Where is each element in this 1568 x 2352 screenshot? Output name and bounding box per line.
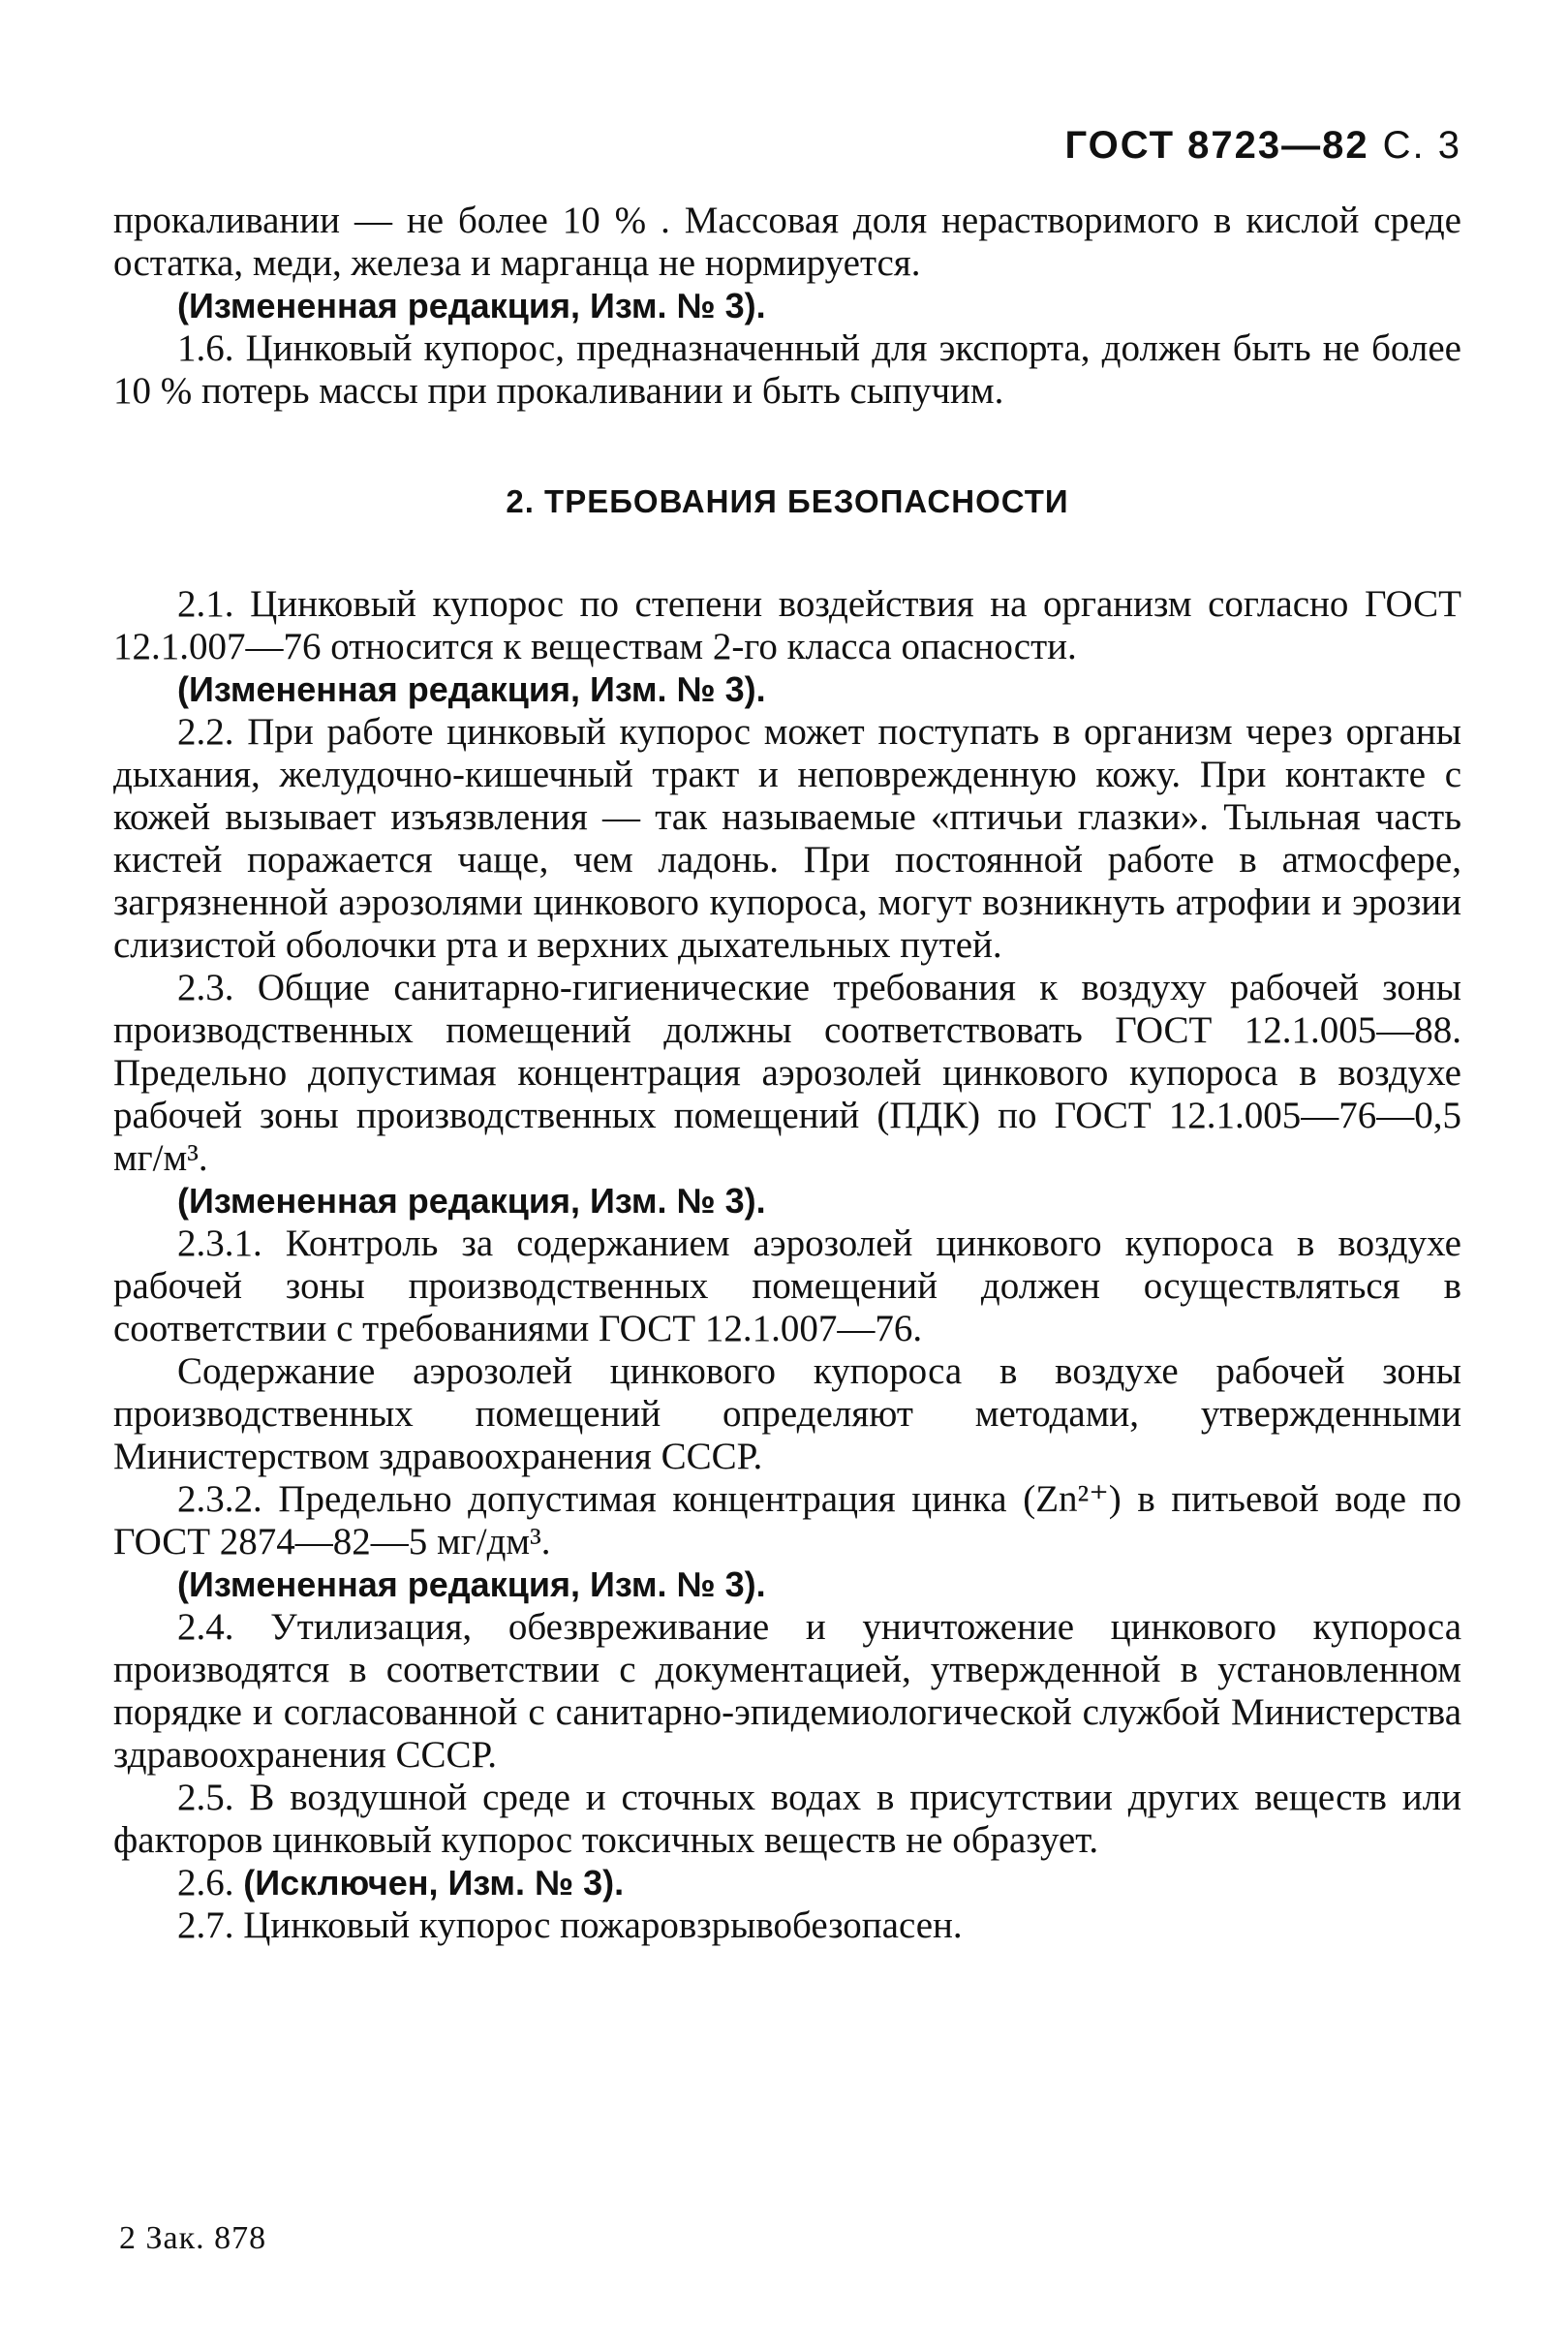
paragraph-number: 2.6.: [177, 1862, 234, 1903]
amendment-note: (Измененная редакция, Изм. № 3).: [177, 1181, 766, 1221]
paragraph-2-3: 2.3. Общие санитарно-гигиенические требования к воздуху рабочей зоны производственных помещений должны соответствовать ГОСТ 12.1.005—88. Предельно допустимая концентрация аэрозолей цинкового купороса в воздухе рабочей зоны производственных помещений (ПДК) по ГОСТ 12.1.005—76—0,5 мг/м³.: [113, 967, 1461, 1179]
paragraph-2-7: 2.7. Цинковый купорос пожаровзрывобезопасен.: [177, 1904, 963, 1946]
paragraph-1-6: 1.6. Цинковый купорос, предназначенный для экспорта, должен быть не более 10 % потерь массы при прокаливании и быть сыпучим.: [113, 327, 1461, 412]
excluded-note: (Исключен, Изм. № 3).: [243, 1863, 625, 1903]
amendment-note: (Измененная редакция, Изм. № 3).: [177, 669, 766, 709]
amendment-note: (Измененная редакция, Изм. № 3).: [177, 286, 766, 325]
paragraph-2-3-2: 2.3.2. Предельно допустимая концентрация цинка (Zn²⁺) в питьевой воде по ГОСТ 2874—82—5 мг/дм³.: [113, 1478, 1461, 1563]
paragraph-2-3-1: 2.3.1. Контроль за содержанием аэрозолей цинкового купороса в воздухе рабочей зоны производственных помещений должен осуществляться в соответствии с требованиями ГОСТ 12.1.007—76.: [113, 1222, 1461, 1349]
paragraph-2-4: 2.4. Утилизация, обезвреживание и уничтожение цинкового купороса производятся в соответствии с документацией, утвержденной в установленном порядке и согласованной с санитарно-эпидемиологической службой Министерства здравоохранения СССР.: [113, 1606, 1461, 1776]
page-footer-note: 2 Зак. 878: [119, 2220, 267, 2256]
standard-number: ГОСТ 8723—82: [1064, 124, 1369, 167]
page-number: С. 3: [1382, 124, 1461, 167]
paragraph-2-3-1-continued: Содержание аэрозолей цинкового купороса в воздухе рабочей зоны производственных помещений определяют методами, утвержденными Министерством здравоохранения СССР.: [113, 1350, 1461, 1477]
amendment-note: (Измененная редакция, Изм. № 3).: [177, 1564, 766, 1604]
paragraph-2-6: [113, 1862, 1461, 1904]
paragraph-2-2: 2.2. При работе цинковый купорос может поступать в организм через органы дыхания, желудочно-кишечный тракт и неповрежденную кожу. При контакте с кожей вызывает изъязвления — так называемые «птичьи глазки». Тыльная часть кистей поражается чаще, чем ладонь. При постоянной работе в атмосфере, загрязненной аэрозолями цинкового купороса, могут возникнуть атрофии и эрозии слизистой оболочки рта и верхних дыхательных путей.: [113, 711, 1461, 966]
document-body: [113, 200, 1461, 1947]
paragraph-2-1: 2.1. Цинковый купорос по степени воздействия на организм согласно ГОСТ 12.1.007—76 относится к веществам 2-го класса опасности.: [113, 583, 1461, 667]
paragraph-2-5: 2.5. В воздушной среде и сточных водах в присутствии других веществ или факторов цинковый купорос токсичных веществ не образует.: [113, 1777, 1461, 1861]
paragraph-1-5-continued: прокаливании — не более 10 % . Массовая доля нерастворимого в кислой среде остатка, меди, железа и марганца не нормируется.: [113, 200, 1461, 284]
page-header: [1064, 124, 1461, 168]
section-title: 2. ТРЕБОВАНИЯ БЕЗОПАСНОСТИ: [506, 483, 1069, 519]
